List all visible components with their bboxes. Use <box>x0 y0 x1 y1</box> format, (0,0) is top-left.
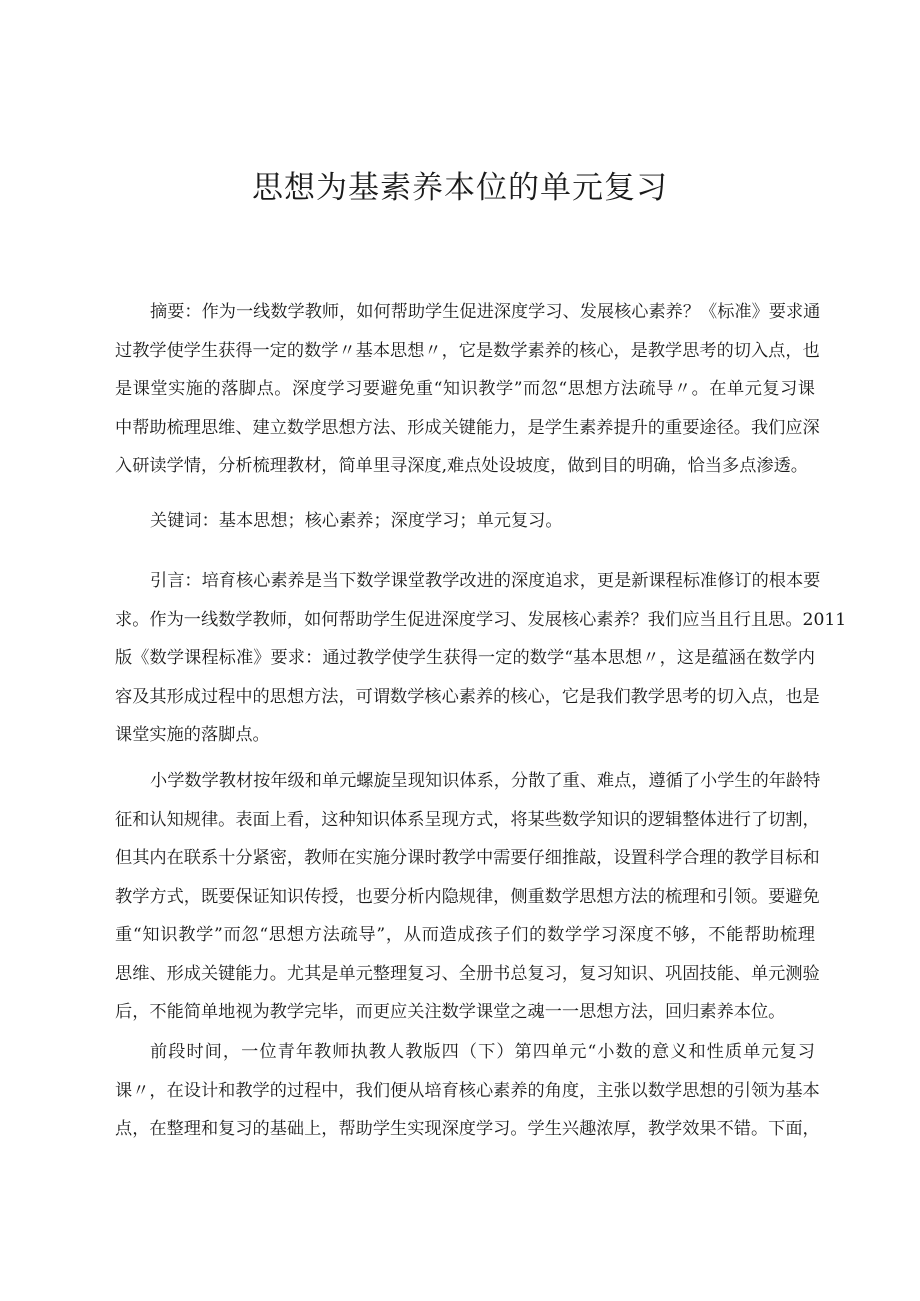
paragraph-line: 版《数学课程标准》要求：通过教学使学生获得一定的数学“基本思想〃，这是蕴涵在数学内 <box>115 648 815 668</box>
keywords-paragraph <box>115 502 815 541</box>
paragraph-line: 点，在整理和复习的基础上，帮助学生实现深度学习。学生兴趣浓厚，教学效果不错。下面， <box>115 1119 820 1139</box>
paragraph-line: 重“知识教学”而忽“思想方法疏导”，从而造成孩子们的数学学习深度不够，不能帮助梳理 <box>115 925 815 945</box>
paragraph-line: 入研读学情，分析梳理教材，简单里寻深度,难点处设坡度，做到目的明确，恰当多点渗透。 <box>115 456 808 476</box>
paragraph-line: 引言：培育核心素养是当下数学课堂教学改进的深度追求，更是新课程标准修订的根本要 <box>150 571 821 591</box>
paragraph-line: 课堂实施的落脚点。 <box>115 725 270 745</box>
paragraph-line: 思维、形成关键能力。尤其是单元整理复习、全册书总复习，复习知识、巩固技能、单元测验 <box>115 963 820 984</box>
paragraph-line: 关键词：基本思想；核心素养；深度学习；单元复习。 <box>150 511 563 531</box>
body-paragraph <box>115 762 821 1032</box>
page-title: 思想为基素养本位的单元复习 <box>252 170 668 206</box>
paragraph-line: 小学数学教材按年级和单元螺旋呈现知识体系，分散了重、难点，遵循了小学生的年龄特 <box>150 771 821 791</box>
paragraph-line: 容及其形成过程中的思想方法，可谓数学核心素养的核心，它是我们教学思考的切入点，也是 <box>115 686 820 707</box>
paragraph-line: 过教学使学生获得一定的数学〃基本思想〃，它是数学素养的核心，是教学思考的切入点，也 <box>115 340 820 361</box>
paragraph-line: 求。作为一线数学教师，如何帮助学生促进深度学习、发展核心素养？我们应当且行且思。2011 <box>115 609 847 630</box>
paragraph-line: 摘要：作为一线数学教师，如何帮助学生促进深度学习、发展核心素养？《标准》要求通 <box>150 302 821 322</box>
paragraph-line: 后，不能简单地视为教学完毕，而更应关注数学课堂之魂一一思想方法，回归素养本位。 <box>115 1002 786 1022</box>
paragraph-line: 课〃，在设计和教学的过程中，我们便从培育核心素养的角度，主张以数学思想的引领为基本 <box>115 1080 820 1101</box>
paragraph-line: 前段时间，一位青年教师执教人教版四（下）第四单元“小数的意义和性质单元复习 <box>150 1042 815 1062</box>
paragraph-line: 中帮助梳理思维、建立数学思想方法、形成关键能力，是学生素养提升的重要途径。我们应深 <box>115 417 820 438</box>
abstract-paragraph <box>115 293 821 486</box>
body-paragraph <box>115 1033 820 1149</box>
introduction-paragraph <box>115 562 847 755</box>
paragraph-line: 但其内在联系十分紧密，教师在实施分课时教学中需要仔细推敲，设置科学合理的教学目标和 <box>115 848 820 868</box>
paragraph-line: 教学方式，既要保证知识传授，也要分析内隐规律，侧重数学思想方法的梳理和引领。要避免 <box>115 886 820 907</box>
paragraph-line: 是课堂实施的落脚点。深度学习要避免重“知识教学”而忽“思想方法疏导〃。在单元复习课 <box>115 379 815 399</box>
paragraph-line: 征和认知规律。表面上看，这种知识体系呈现方式，将某些数学知识的逻辑整体进行了切割， <box>115 809 820 830</box>
